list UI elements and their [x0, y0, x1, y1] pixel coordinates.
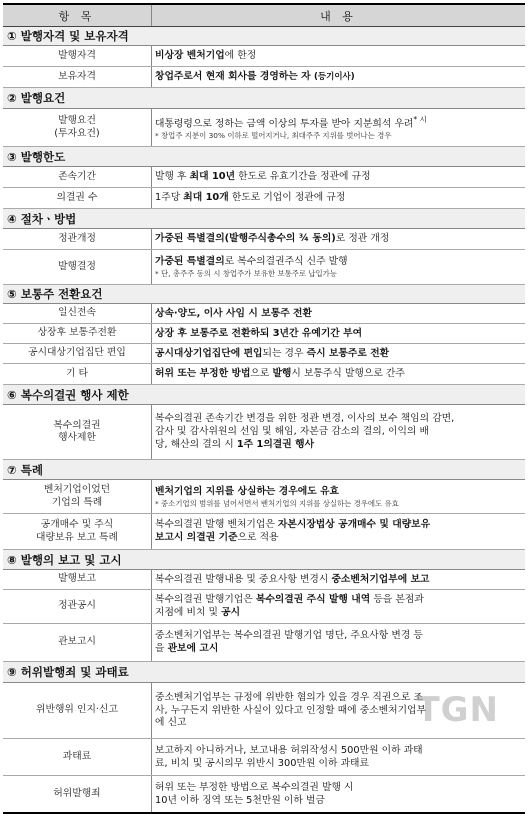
section-title: ⑥ 복수의결권 행사 제한 [3, 385, 525, 405]
section-title: ⑨ 허위발행죄 및 과태료 [3, 662, 525, 683]
table-row [3, 304, 525, 324]
table-row [3, 739, 525, 776]
row-label: 허위발행죄 [3, 776, 152, 812]
row-content: 공시대상기업집단에 편입되는 경우 즉시 보통주로 전환 [155, 347, 390, 359]
row-label: 기 타 [3, 364, 152, 384]
table-row [3, 590, 525, 624]
section-title: ⑧ 발행의 보고 및 고시 [3, 550, 525, 570]
row-label: 관보고시 [3, 624, 152, 661]
section-title: ② 발행요건 [3, 88, 525, 109]
table-row [3, 67, 525, 88]
row-label: 정관개정 [3, 229, 152, 249]
table-row [3, 188, 525, 209]
table-row [3, 405, 525, 460]
row-label: 보유자격 [3, 67, 152, 87]
row-content: 허위 또는 부정한 방법으로 복수의결권 발행 시 10년 이하 징역 또는 5천만원 이하 벌금 [155, 781, 354, 806]
table-row [3, 624, 525, 662]
row-label: 발행자격 [3, 46, 152, 66]
header-content: 내 용 [320, 9, 357, 23]
table-row [3, 364, 525, 385]
row-content: 1주당 최대 10개 한도로 기업이 정관에 규정 [155, 192, 346, 204]
header-item: 항 목 [3, 5, 152, 26]
row-content: 가중된 특별결의(발행주식총수의 ¾ 동의)로 정관 개정 [155, 233, 390, 245]
table-row [3, 324, 525, 344]
row-content: 벤처기업의 지위를 상실하는 경우에도 유효 * 중소기업의 범위를 넘어서면서 벤처기업의 지위를 상실하는 경우에도 유효 [155, 485, 399, 508]
row-label: 벤처기업이었던 기업의 특례 [3, 480, 152, 513]
row-content: 중소벤처기업부는 규정에 위반한 혐의가 있을 경우 직권으로 조 사, 누구든지 위반한 사실이 있다고 인정할 때에 중소벤처기업부 에 신고 [155, 691, 426, 729]
section-title: ⑤ 보통주 전환요건 [3, 285, 525, 304]
row-label: 공시대상기업집단 편입 [3, 344, 152, 363]
table-row [3, 46, 525, 67]
table-row [3, 480, 525, 514]
table-row [3, 167, 525, 188]
row-content: 복수의결권 존속기간 변경을 위한 정관 변경, 이사의 보수 책임의 감면, 감사 및 감사위원의 선임 및 해임, 자본금 감소의 결의, 이익의 배 당, 해산의 결의 시 1주 1의결권 행사 [155, 413, 455, 450]
row-label: 의결권 수 [3, 188, 152, 208]
table-row [3, 570, 525, 590]
row-label: 공개매수 및 주식 대량보유 보고 특례 [3, 514, 152, 549]
row-content: 복수의결권 발행기업은 복수의결권 주식 발행 내역 등을 본점과 지점에 비치 및 공시 [155, 594, 424, 618]
row-label: 정관공시 [3, 590, 152, 623]
row-content: 복수의결권 발행내용 및 중요사항 변경시 중소벤처기업부에 보고 [155, 573, 430, 585]
row-content: 허위 또는 부정한 방법으로 발행시 보통주식 발행으로 간주 [155, 368, 405, 380]
section-title: ④ 절차ㆍ방법 [3, 209, 525, 229]
table-row [3, 514, 525, 550]
row-label: 발행보고 [3, 570, 152, 589]
section-title: ① 발행자격 및 보유자격 [3, 27, 525, 46]
row-label: 복수의결권 행사제한 [3, 405, 152, 459]
table-row [3, 776, 525, 814]
table-row [3, 250, 525, 285]
section-title: ⑦ 특례 [3, 460, 525, 480]
row-label: 일신전속 [3, 304, 152, 323]
row-label: 존속기간 [3, 167, 152, 187]
row-content: 상장 후 보통주로 전환하되 3년간 유예기간 부여 [155, 327, 363, 339]
table-row [3, 229, 525, 250]
row-content: 창업주로서 현재 회사를 경영하는 자 (등기이사) [155, 71, 355, 83]
row-label: 위반행위 인지·신고 [3, 683, 152, 738]
row-content: 중소벤처기업부는 복수의결권 발행기업 명단, 주요사항 변경 등 을 관보에 고시 [155, 630, 423, 654]
row-content: 발행 후 최대 10년 한도로 유효기간을 정관에 규정 [155, 171, 371, 183]
row-content: 가중된 특별결의로 복수의결권주식 신주 발행 * 단, 총주주 동의 시 창업주가 보유한 보통주로 납입가능 [155, 256, 348, 279]
section-title: ③ 발행한도 [3, 147, 525, 167]
row-content: 대통령령으로 정하는 금액 이상의 투자를 받아 지분희석 우려$^{* 시}$ * 창업주 지분이 30% 이하로 떨어지거나, 최대주주 지위를 벗어나는 경우 [155, 115, 427, 141]
row-content: 상속·양도, 이사 사임 시 보통주 전환 [155, 307, 312, 319]
table-row [3, 344, 525, 364]
watermark-logo: TGN [416, 690, 499, 730]
table-row [3, 109, 525, 147]
row-content: 복수의결권 발행 벤처기업은 자본시장법상 공개매수 및 대량보유 보고시 의결권 기준으로 적용 [155, 519, 431, 543]
row-label: 상장후 보통주전환 [3, 324, 152, 343]
row-label: 과태료 [3, 739, 152, 775]
row-label: 발행요건 (투자요건) [3, 109, 152, 146]
table-header [3, 5, 525, 27]
row-label: 발행결정 [3, 250, 152, 284]
row-content: 보고하지 아니하거나, 보고내용 허위작성시 500만원 이하 과태 료, 비치 및 공시의무 위반시 300만원 이하 과태료 [155, 744, 423, 769]
row-content: 비상장 벤처기업에 한정 [155, 50, 257, 62]
